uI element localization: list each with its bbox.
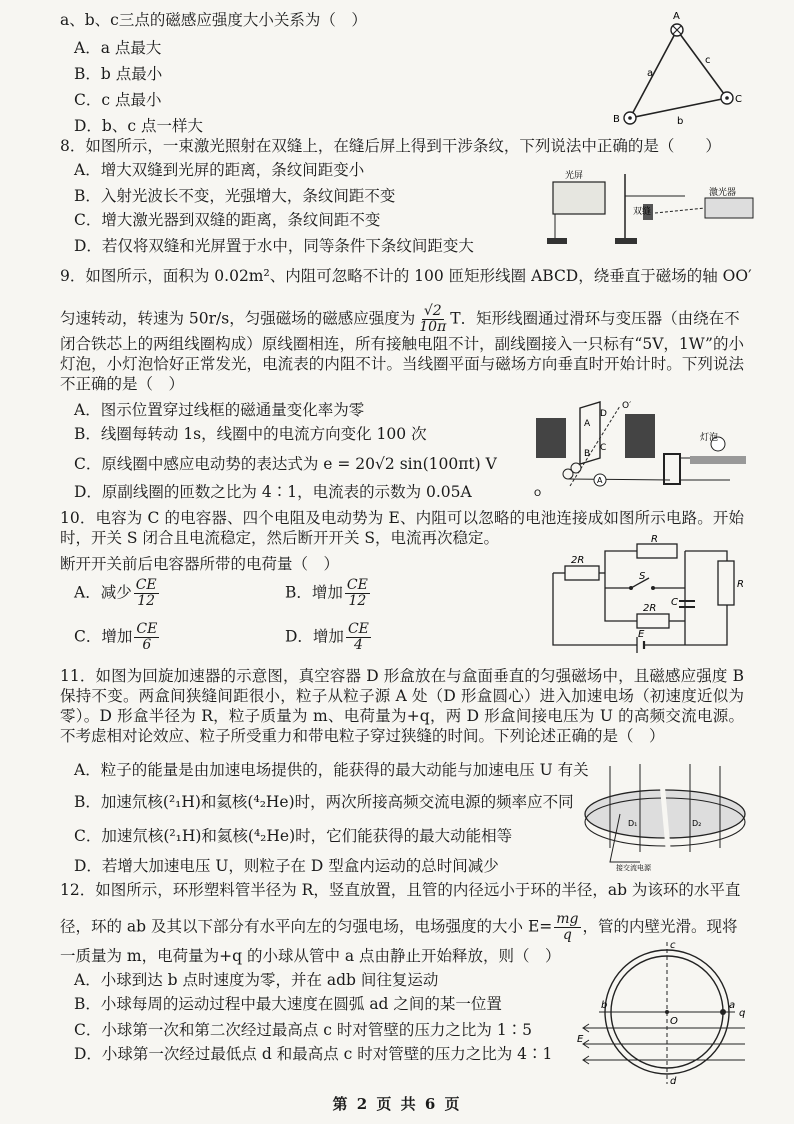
page-footer: 第 2 页 共 6 页 — [332, 1095, 462, 1113]
q11-label-D2: D₂ — [692, 819, 702, 828]
q8-option-c: C．增大激光器到双缝的距离，条纹间距不变 — [74, 211, 381, 229]
q12-option-b: B．小球每周的运动过程中最大速度在圆弧 ad 之间的某一位置 — [74, 995, 502, 1013]
q12-stem-line1: 12．如图所示，环形塑料管半径为 R，竖直放置，且管的内径远小于环的半径，ab 为该环的水平直 — [60, 881, 741, 899]
q12-option-d: D．小球第一次经过最低点 d 和最高点 c 时对管壁的压力之比为 4∶1 — [74, 1045, 553, 1063]
q7-label-A: A — [673, 11, 680, 22]
q12-frac-num: mg — [556, 911, 579, 927]
q10-option-a-num: CE — [135, 577, 157, 593]
q8-label-slits: 双缝 — [633, 207, 652, 217]
q10-option-d — [285, 622, 373, 653]
q12-frac-den: q — [562, 927, 572, 943]
q10-option-b-prefix: B．增加 — [285, 583, 343, 602]
q10-option-c-fraction — [134, 622, 159, 653]
q9-label-B: B — [584, 449, 591, 459]
q9-label-bulb: 灯泡 — [700, 433, 719, 443]
q9-label-A: A — [584, 419, 591, 429]
q8-option-b: B．入射光波长不变，光强增大，条纹间距不变 — [74, 187, 396, 205]
q10-option-d-prefix: D．增加 — [285, 627, 344, 646]
q11-cyclotron-figure — [580, 762, 750, 872]
q12-stem-line3: 一质量为 m，电荷量为+q 的小球从管中 a 点由静止开始释放，则（ ） — [60, 947, 561, 965]
q11-label-D1: D₁ — [628, 819, 638, 828]
q7-option-a: A．a 点最大 — [74, 39, 162, 57]
q9-field-fraction — [417, 304, 448, 335]
q12-label-a: a — [729, 1000, 736, 1011]
q10-option-c-num: CE — [136, 621, 158, 637]
q10-label-2R-left: 2R — [571, 555, 585, 566]
q7-label-B: B — [613, 114, 620, 125]
q9-option-d: D．原副线圈的匝数之比为 4∶1，电流表的示数为 0.05A — [74, 483, 472, 501]
q10-option-a — [74, 578, 161, 609]
q12-option-c: C．小球第一次和第二次经过最高点 c 时对管壁的压力之比为 1∶5 — [74, 1021, 533, 1039]
q9-stem-line2b: T．矩形线圈通过滑环与变压器（由绕在不 — [450, 309, 740, 328]
q9-stem-line2 — [60, 304, 740, 335]
q9-option-b: B．线圈每转动 1s，线圈中的电流方向变化 100 次 — [74, 425, 427, 443]
q11-option-a: A．粒子的能量是由加速电场提供的，能获得的最大动能与加速电压 U 有关 — [74, 761, 589, 779]
q10-label-2R-bottom: 2R — [643, 603, 657, 614]
q12-option-a: A．小球到达 b 点时速度为零，并在 adb 间往复运动 — [74, 971, 439, 989]
q9-frac-num: √2 — [423, 303, 442, 319]
q10-stem-line3: 断开开关前后电容器所带的电荷量（ ） — [60, 555, 340, 573]
q10-label-S: S — [639, 571, 646, 582]
q12-label-q: q — [739, 1008, 746, 1019]
q7-label-c: c — [705, 55, 711, 66]
q11-option-b: B．加速氘核(²₁H)和氦核(⁴₂He)时，两次所接高频交流电源的频率应不同 — [74, 793, 574, 811]
q10-option-d-num: CE — [347, 621, 369, 637]
q12-label-E: E — [577, 1034, 584, 1045]
q8-double-slit-figure — [545, 168, 760, 250]
q8-label-laser: 激光器 — [709, 188, 737, 198]
q12-stem-line2a: 径，环的 ab 及其以下部分有水平向左的匀强电场，电场强度的大小 E= — [60, 917, 553, 936]
q10-option-b-fraction — [345, 578, 370, 609]
q10-option-a-den: 12 — [137, 593, 156, 609]
q8-option-d: D．若仅将双缝和光屏置于水中，同等条件下条纹间距变大 — [74, 237, 474, 255]
q9-stem-line2a: 匀速转动，转速为 50r/s，匀强磁场的磁感应强度为 — [60, 309, 416, 328]
q7-option-d: D．b、c 点一样大 — [74, 117, 203, 135]
q11-label-ac-source: 接交流电源 — [616, 864, 651, 872]
q10-label-C: C — [671, 597, 678, 608]
q10-option-b-den: 12 — [348, 593, 367, 609]
q11-stem: 11．如图为回旋加速器的示意图，真空容器 D 形盒放在与盒面垂直的匀强磁场中，且磁感应强度 B 保持不变。两盒间狭缝间距很小，粒子从粒子源 A 处（D 形盒圆心）进入加速电场（初速度近似为零）。D 形盒半径为 R，粒子质量为 m、电荷量为+q，两 D 形盒间接电压为 U 的高频交流电源。不考虑相对论效应、粒子所受重力和带电粒子穿过狭缝的时间。下列论述正确的是（ ） — [60, 667, 744, 745]
q10-circuit-figure — [545, 533, 750, 655]
q11-option-c: C．加速氘核(²₁H)和氦核(⁴₂He)时，它们能获得的最大动能相等 — [74, 827, 513, 845]
q9-option-c: C．原线圈中感应电动势的表达式为 e = 20√2 sin(100πt) V — [74, 455, 497, 473]
q9-stem-line1: 9．如图所示，面积为 0.02m²、内阻可忽略不计的 100 匝矩形线圈 ABCD，绕垂直于磁场的轴 OO′ — [60, 267, 752, 285]
q8-option-a: A．增大双缝到光屏的距离，条纹间距变小 — [74, 161, 365, 179]
q9-label-C: C — [600, 443, 607, 453]
q10-option-d-den: 4 — [353, 637, 363, 653]
q11-option-d: D．若增大加速电压 U，则粒子在 D 型盒内运动的总时间减少 — [74, 857, 499, 875]
q8-label-screen: 光屏 — [565, 171, 584, 181]
q10-option-a-prefix: A．减少 — [74, 583, 132, 602]
q10-label-R-top: R — [651, 534, 658, 545]
q7-label-a: a — [647, 68, 654, 79]
q9-label-O-prime: O′ — [622, 401, 632, 411]
q9-frac-den: 10π — [419, 319, 447, 335]
q12-stem-line2b: ，管的内壁光滑。现将 — [582, 917, 738, 936]
q7-option-c: C．c 点最小 — [74, 91, 162, 109]
q10-option-c — [74, 622, 161, 653]
q10-option-c-den: 6 — [142, 637, 152, 653]
q8-stem: 8．如图所示，一束激光照射在双缝上，在缝后屏上得到干涉条纹，下列说法中正确的是（ ） — [60, 137, 721, 155]
q10-option-c-prefix: C．增加 — [74, 627, 133, 646]
q10-option-b-num: CE — [346, 577, 368, 593]
q7-option-b: B．b 点最小 — [74, 65, 163, 83]
q9-stem-line3: 闭合铁芯上的两组线圈构成）原线圈相连，所有接触电阻不计，副线圈接入一只标有“5V，1W”的小灯泡，小灯泡恰好正常发光，电流表的内阻不计。当线圈平面与磁场方向垂直时开始计时。下列说法不正确的是（ ） — [60, 335, 744, 393]
q10-option-a-fraction — [134, 578, 159, 609]
q10-label-R-right: R — [737, 579, 744, 590]
q9-generator-figure — [530, 396, 755, 501]
q7-triangle-figure — [605, 8, 755, 133]
q10-label-E: E — [638, 629, 645, 640]
q10-stem-line1: 10．电容为 C 的电容器、四个电阻及电动势为 E、内阻可以忽略的电池连接成如图所示电路。开始时，开关 S 闭合且电流稳定，然后断开开关 S，电流再次稳定。 — [60, 509, 744, 547]
q7-label-C: C — [735, 94, 742, 105]
q12-label-c: c — [670, 940, 676, 951]
q12-label-O: O — [670, 1016, 678, 1027]
q9-label-O: O — [534, 489, 542, 499]
q12-label-b: b — [601, 1000, 608, 1011]
q12-label-d: d — [670, 1076, 677, 1087]
q10-option-d-fraction — [346, 622, 371, 653]
q12-ring-figure — [575, 938, 755, 1088]
q9-label-ammeter: A — [597, 476, 603, 485]
q9-label-D: D — [600, 409, 607, 419]
q7-stem: a、b、c三点的磁感应强度大小关系为（ ） — [60, 11, 367, 29]
q10-option-b — [285, 578, 372, 609]
q7-label-b: b — [677, 116, 684, 127]
q9-option-a: A．图示位置穿过线框的磁通量变化率为零 — [74, 401, 365, 419]
